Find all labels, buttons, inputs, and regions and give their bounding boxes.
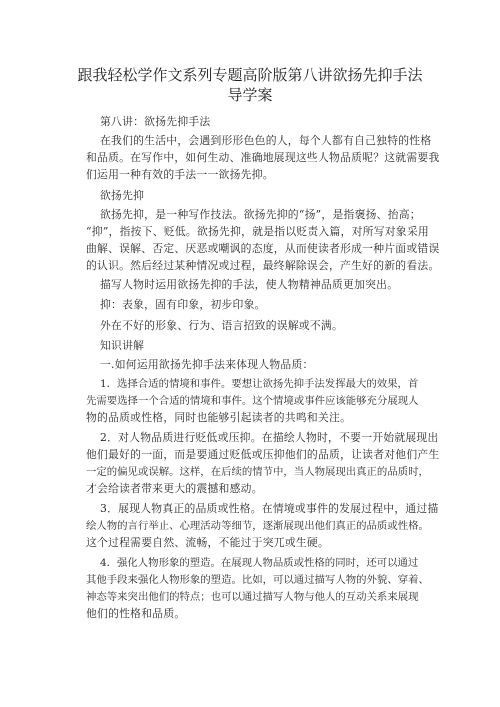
paragraph-line: 描写人物时运用欲扬先抑的手法，使人物精神品质更加突出。: [100, 278, 399, 291]
paragraph-line: 其他手段来强化人物形象的塑造。比如，可以通过描写人物的外貌、穿着、: [86, 574, 429, 586]
section-heading: 欲扬先抑: [100, 189, 145, 202]
paragraph-line: 和品质。在写作中，如何生动、准确地展现这些人物品质呢？这就需要我: [86, 151, 440, 164]
paragraph-line: 欲扬先抑，是一种写作技法。欲扬先抑的“扬”，是指褒扬、抬高；: [100, 208, 421, 221]
section-heading: 第八讲：欲扬先抑手法: [100, 115, 211, 128]
paragraph-line: 3．展现人物真正的品质或性格。在情境或事件的发展过程中，通过描: [100, 502, 439, 515]
paragraph-line: 物的品质或性格，同时也能够引起读者的共鸣和关注。: [86, 411, 352, 424]
paragraph-line: 绘人物的言行举止、心理活动等细节，逐渐展现出他们真正的品质或性格。: [86, 520, 429, 532]
paragraph-line: 2．对人物品质进行贬低或压抑。在描绘人物时，不要一开始就展现出: [100, 431, 439, 444]
paragraph-line: 在我们的生活中，会遇到形形色色的人，每个人都有自己独特的性格: [100, 134, 432, 147]
section-heading: 一.如何运用欲扬先抑手法来体现人物品质：: [100, 358, 314, 371]
paragraph-line: 外在不好的形象、行为、语言招致的误解或不满。: [100, 319, 344, 332]
paragraph-line: 先需要选择一个合适的情境和事件。这个情境或事件应该能够充分展现人: [86, 395, 419, 407]
paragraph-line: 一定的偏见或误解。这样，在后续的情节中，当人物展现出真正的品质时，: [86, 466, 429, 478]
paragraph-line: 才会给读者带来更大的震撼和感动。: [86, 482, 263, 495]
paragraph-line: 神态等来突出他们的特点；也可以通过描写人物与他人的互动关系来展现: [86, 591, 419, 603]
paragraph-line: 抑：表象，固有印象，初步印象。: [100, 298, 266, 311]
paragraph-line: 的认识。然后经过某种情况或过程，最终解除误会，产生好的新的看法。: [86, 259, 440, 272]
paragraph-line: 他们的性格和品质。: [86, 607, 186, 620]
document-title-line-1: 跟我轻松学作文系列专题高阶版第八讲欲扬先抑手法: [77, 66, 423, 84]
paragraph-line: 这个过程需要自然、流畅，不能过于突兀或生硬。: [86, 536, 330, 549]
paragraph-line: 4．强化人物形象的塑造。在展现人物品质或性格的同时，还可以通过: [100, 557, 419, 569]
document-title-line-2: 导学案: [227, 86, 273, 104]
section-heading: 知识讲解: [100, 339, 145, 352]
paragraph-line: 1．选择合适的情境和事件。要想让欲扬先抑手法发挥最大的效果，首: [100, 378, 419, 390]
paragraph-line: “抑”，指按下、贬低。欲扬先抑，就是指以贬责入篇，对所写对象采用: [86, 225, 429, 238]
paragraph-line: 他们最好的一面，而是要通过贬低或压抑他们的品质，让读者对他们产生: [86, 448, 440, 461]
paragraph-line: 曲解、误解、否定、厌恶或嘲讽的态度，从而使读者形成一种片面或错误: [86, 242, 440, 255]
paragraph-line: 们运用一种有效的手法一一欲扬先抑。: [86, 168, 274, 181]
